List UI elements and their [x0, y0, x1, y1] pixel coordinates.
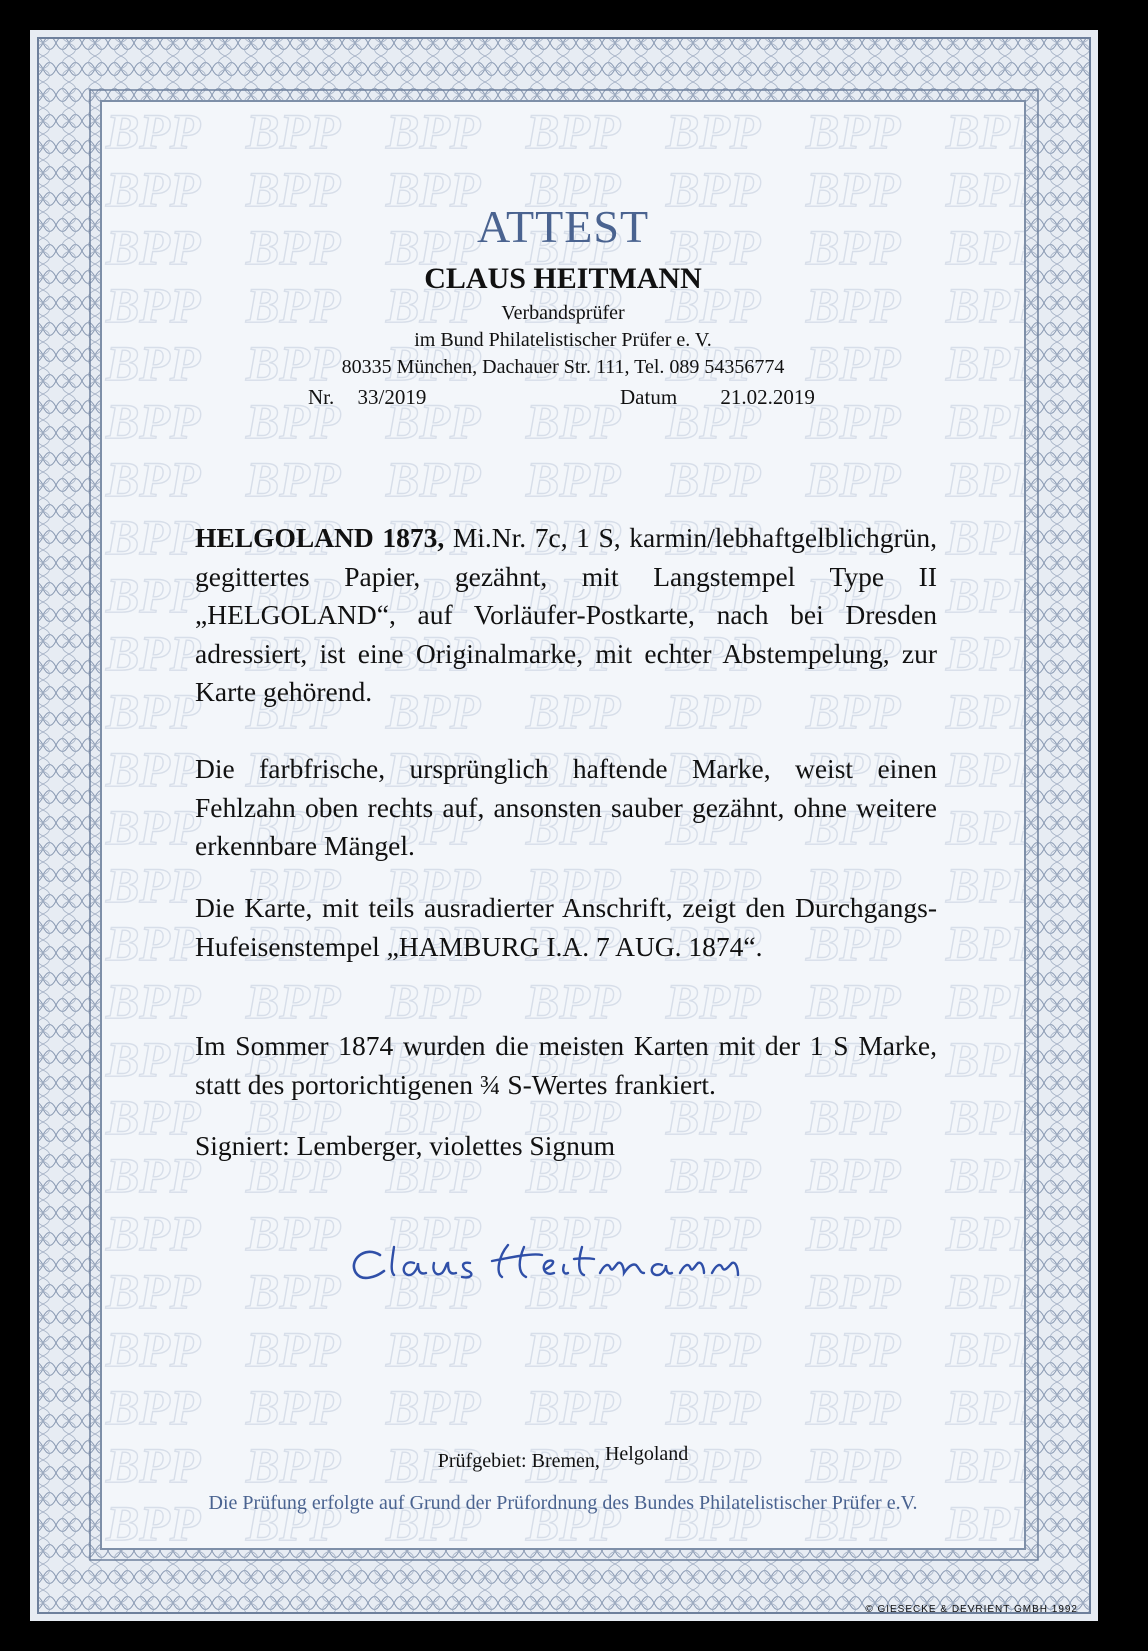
description-paragraph — [195, 519, 937, 712]
condition-paragraph: Die farbfrische, ursprünglich haftende Marke, weist einen Fehlzahn oben rechts auf, ansonsten sauber gezähnt, ohne weitere erkennbare Mängel. — [195, 753, 937, 861]
card-paragraph: Die Karte, mit teils ausradierter Anschrift, zeigt den Durchgangs-Hufeisenstempel „HAMBURG I.A. 7 AUG. 1874“. — [195, 892, 937, 962]
certificate-title: ATTEST — [476, 201, 650, 252]
number-label: Nr. — [308, 385, 335, 409]
postage-paragraph: Im Sommer 1874 wurden die meisten Karten mit der 1 S Marke, statt des portorichtigenen ¾ S-Wertes frankiert. — [195, 1030, 937, 1100]
examiner-role: Verbandsprüfer — [501, 302, 625, 324]
area-extra: Helgoland — [604, 1443, 689, 1465]
examiner-address: 80335 München, Dachauer Str. 111, Tel. 089 54356774 — [341, 356, 785, 378]
certificate-number-block — [308, 385, 426, 410]
stamp-heading: HELGOLAND 1873, — [195, 522, 445, 553]
certificate-number: 33/2019 — [357, 385, 427, 409]
signature — [342, 1227, 762, 1297]
examination-area — [102, 1443, 1024, 1473]
area-label: Prüfgebiet: Bremen, — [437, 1450, 600, 1472]
examiner-name: CLAUS HEITMANN — [424, 262, 702, 295]
certificate-page — [30, 30, 1098, 1621]
signed-paragraph: Signiert: Lemberger, violettes Signum — [195, 1130, 615, 1161]
certificate-date: 21.02.2019 — [720, 385, 815, 409]
stamp-description: Mi.Nr. 7c, 1 S, karmin/lebhaftgelblichgrün, gegittertes Papier, gezähnt, mit Langstempel Type II „HELGOLAND“, auf Vorläufer-Postkarte, nach bei Dresden adressiert, ist eine Originalmarke, mit echter Abstempelung, zur Karte gehörend. — [195, 522, 938, 707]
certificate-date-block — [620, 385, 815, 410]
certificate-body — [100, 100, 1026, 1550]
examiner-association: im Bund Philatelistischer Prüfer e. V. — [414, 329, 712, 351]
date-label: Datum — [620, 385, 678, 409]
printer-mark: © GIESECKE & DEVRIENT GMBH 1992 — [865, 1604, 1078, 1615]
regulation-footer: Die Prüfung erfolgte auf Grund der Prüfordnung des Bundes Philatelistischer Prüfer e.V. — [208, 1492, 918, 1514]
